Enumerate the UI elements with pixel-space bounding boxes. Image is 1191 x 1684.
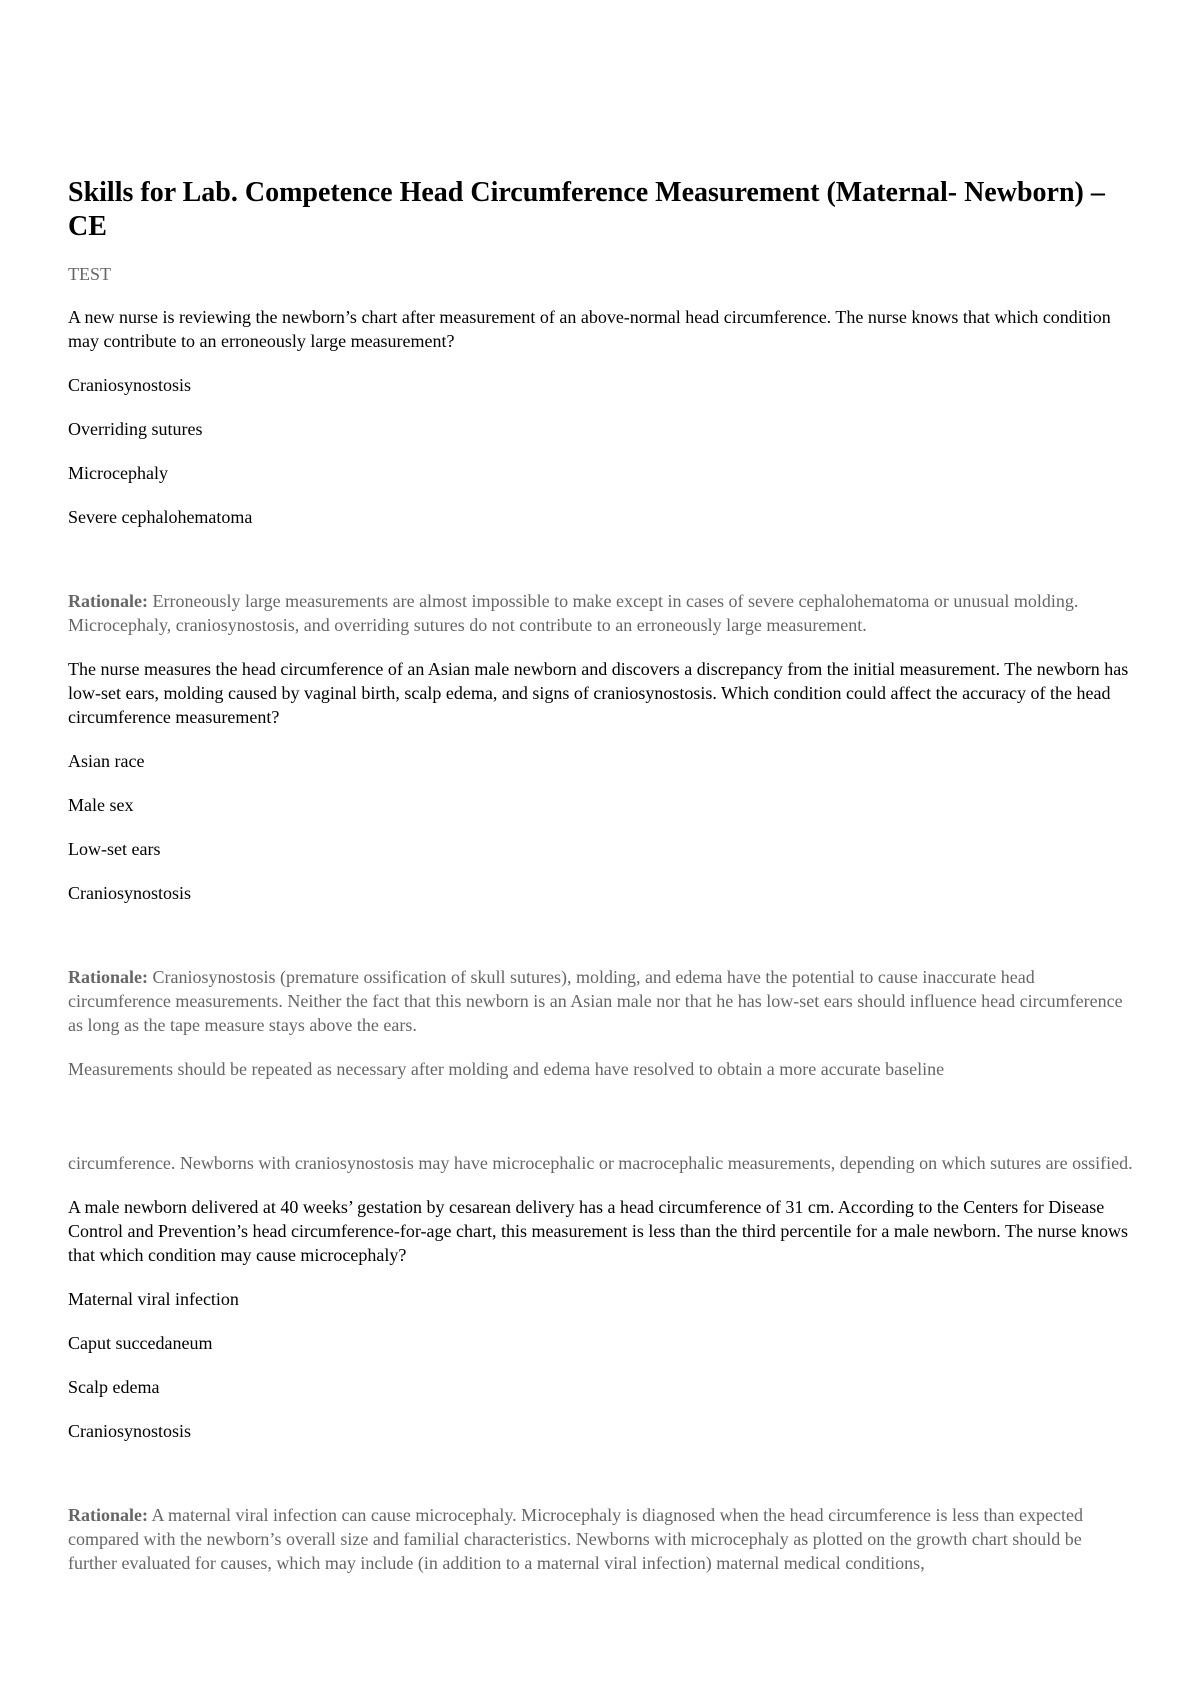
answer-option: Craniosynostosis <box>68 1421 192 1441</box>
rationale-extra: Measurements should be repeated as necessary after molding and edema have resolved to obtain a more accurate baseline <box>68 1059 945 1079</box>
rationale-text: Craniosynostosis (premature ossification of skull sutures), molding, and edema have the potential to cause inaccurate head circumference measurements. Neither the fact that this newborn is an Asian male nor that he has low-set ears should influence head circumference as long as the tape measure stays above the ears. <box>68 967 1123 1035</box>
answer-option: Craniosynostosis <box>68 883 192 903</box>
answer-option: Craniosynostosis <box>68 375 192 395</box>
answer-option: Severe cephalohematoma <box>68 507 253 527</box>
rationale <box>68 589 1134 637</box>
page-break-spacer <box>68 1101 1134 1151</box>
answer-option: Scalp edema <box>68 1377 160 1397</box>
question-block <box>68 657 1134 1175</box>
spacer <box>68 1463 1134 1503</box>
question-block <box>68 305 1134 637</box>
answer-option: Microcephaly <box>68 463 168 483</box>
question-stem: The nurse measures the head circumference of an Asian male newborn and discovers a discrepancy from the initial measurement. The newborn has low-set ears, molding caused by vaginal birth, scalp edema, and signs of craniosynostosis. Which condition could affect the accuracy of the head circumference measurement? <box>68 659 1129 727</box>
rationale <box>68 965 1134 1037</box>
rationale-label: Rationale: <box>68 591 148 611</box>
answer-option: Asian race <box>68 751 145 771</box>
question-stem: A male newborn delivered at 40 weeks’ gestation by cesarean delivery has a head circumference of 31 cm. According to the Centers for Disease Control and Prevention’s head circumference-for-age chart, this measurement is less than the third percentile for a male newborn. The nurse knows that which condition may cause microcephaly? <box>68 1197 1128 1265</box>
question-stem: A new nurse is reviewing the newborn’s chart after measurement of an above-normal head circumference. The nurse knows that which condition may contribute to an erroneously large measurement? <box>68 307 1111 351</box>
answer-option: Maternal viral infection <box>68 1289 239 1309</box>
spacer <box>68 549 1134 589</box>
rationale <box>68 1503 1134 1575</box>
answer-option: Overriding sutures <box>68 419 203 439</box>
rationale-label: Rationale: <box>68 967 148 987</box>
rationale-text: A maternal viral infection can cause microcephaly. Microcephaly is diagnosed when the head circumference is less than expected compared with the newborn’s overall size and familial characteristics. Newborns with microcephaly as plotted on the growth chart should be further evaluated for causes, which may include (in addition to a maternal viral infection) maternal medical conditions, <box>68 1505 1083 1573</box>
document-title: Skills for Lab. Competence Head Circumference Measurement (Maternal- Newborn) – CE <box>68 177 1105 242</box>
document-label: TEST <box>68 264 111 284</box>
document-page <box>68 176 1134 1595</box>
rationale-label: Rationale: <box>68 1505 148 1525</box>
rationale-text: Erroneously large measurements are almost impossible to make except in cases of severe cephalohematoma or unusual molding. Microcephaly, craniosynostosis, and overriding sutures do not contribute to an erroneously large measurement. <box>68 591 1079 635</box>
answer-option: Male sex <box>68 795 134 815</box>
answer-option: Caput succedaneum <box>68 1333 213 1353</box>
answer-option: Low-set ears <box>68 839 161 859</box>
question-block <box>68 1195 1134 1575</box>
spacer <box>68 925 1134 965</box>
rationale-continued: circumference. Newborns with craniosynostosis may have microcephalic or macrocephalic measurements, depending on which sutures are ossified. <box>68 1153 1133 1173</box>
